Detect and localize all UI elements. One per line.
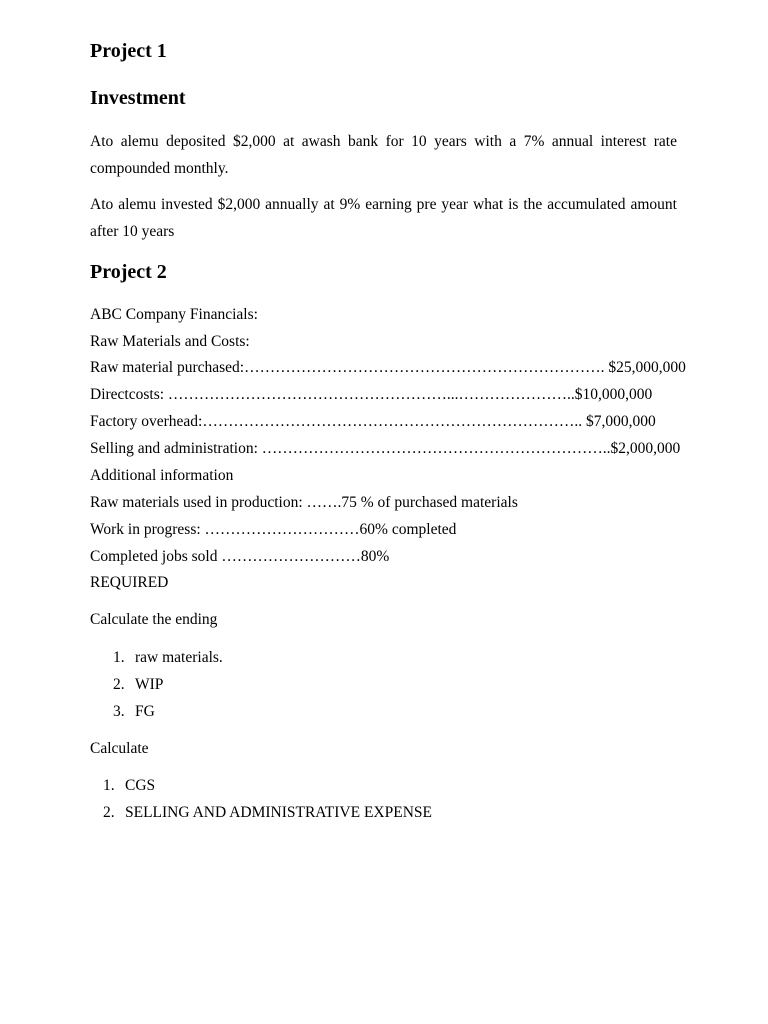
investment-paragraph-1: Ato alemu deposited $2,000 at awash bank for 10 years with a 7% annual interest rate compounded monthly. xyxy=(90,133,677,177)
list-item: 2. WIP xyxy=(113,676,164,693)
required-label: REQUIRED xyxy=(90,574,169,591)
investment-paragraph-2: Ato alemu invested $2,000 annually at 9% earning pre year what is the accumulated amount after 10 years xyxy=(90,196,677,240)
project1-title: Project 1 xyxy=(90,40,167,62)
financials-line: Raw materials used in production: …….75 % of purchased materials xyxy=(90,494,518,511)
investment-heading: Investment xyxy=(90,87,186,109)
financials-line: Work in progress: …………………………60% completed xyxy=(90,521,457,538)
calculate-label: Calculate xyxy=(90,740,149,757)
list-item: 3. FG xyxy=(113,703,155,720)
list-item: 1. raw materials. xyxy=(113,649,223,666)
financials-line: ABC Company Financials: xyxy=(90,306,258,323)
list-item: 2. SELLING AND ADMINISTRATIVE EXPENSE xyxy=(103,804,432,821)
financials-line: Factory overhead:……………………………………………………………….. $7,000,000 xyxy=(90,413,656,430)
financials-line: Raw material purchased:……………………………………………………………. $25,000,000 xyxy=(90,359,686,376)
financials-line: Selling and administration: …………………………………………………………..$2,000,000 xyxy=(90,440,681,457)
financials-line: Raw Materials and Costs: xyxy=(90,333,250,350)
financials-line: Completed jobs sold ………………………80% xyxy=(90,548,390,565)
financials-line: Additional information xyxy=(90,467,234,484)
financials-line: Directcosts: ………………………………………………...…………………..$10,000,000 xyxy=(90,386,653,403)
calculate-ending-label: Calculate the ending xyxy=(90,611,218,628)
list-item: 1. CGS xyxy=(103,777,156,794)
project2-title: Project 2 xyxy=(90,261,167,283)
